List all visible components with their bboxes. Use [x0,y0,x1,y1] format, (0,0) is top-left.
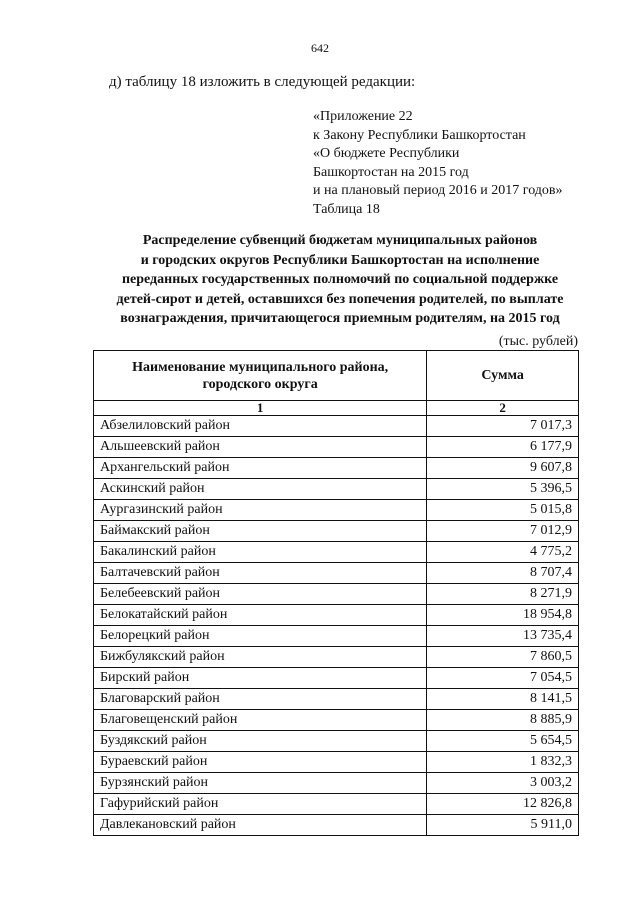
district-name: Белорецкий район [94,626,427,647]
page-number: 642 [311,41,329,55]
district-name: Гафурийский район [94,794,427,815]
district-name: Бижбулякский район [94,647,427,668]
table-row [94,563,579,584]
table-row [94,437,579,458]
district-sum: 7 012,9 [427,521,579,542]
table-row [94,479,579,500]
district-sum: 1 832,3 [427,752,579,773]
document-title [85,231,595,329]
appendix-line: и на плановый период 2016 и 2017 годов» [313,183,563,199]
table-row [94,794,579,815]
district-sum: 8 707,4 [427,563,579,584]
district-sum: 8 141,5 [427,689,579,710]
district-name: Бирский район [94,668,427,689]
table-row [94,689,579,710]
district-name: Аскинский район [94,479,427,500]
table-row [94,668,579,689]
units-note: (тыс. рублей) [498,334,578,349]
table-row [94,584,579,605]
district-name: Аургазинский район [94,500,427,521]
district-sum: 12 826,8 [427,794,579,815]
table-row [94,416,579,437]
table-row [94,542,579,563]
table-label: Таблица 18 [313,201,380,217]
district-name: Белокатайский район [94,605,427,626]
district-name: Абзелиловский район [94,416,427,437]
district-name: Альшеевский район [94,437,427,458]
title-line: Распределение субвенций бюджетам муниципальных районов [142,233,538,248]
district-sum: 3 003,2 [427,773,579,794]
header-sum: Сумма [427,351,579,401]
header-name-line: Наименование муниципального района, [132,359,389,375]
title-line: и городских округов Республики Башкортостан на исполнение [140,252,540,268]
table-row [94,815,579,836]
title-line: детей-сирот и детей, оставшихся без попечения родителей, по выплате [116,291,564,307]
column-number: 1 [94,401,427,416]
table-row [94,626,579,647]
district-sum: 6 177,9 [427,437,579,458]
appendix-line: Башкортостан на 2015 год [313,164,469,180]
district-sum: 7 054,5 [427,668,579,689]
district-sum: 18 954,8 [427,605,579,626]
district-name: Белебеевский район [94,584,427,605]
district-name: Буздякский район [94,731,427,752]
table-row [94,710,579,731]
table-body [94,416,579,836]
table-row [94,773,579,794]
district-name: Бакалинский район [94,542,427,563]
table-row [94,605,579,626]
district-sum: 7 860,5 [427,647,579,668]
table-header-row [94,351,579,401]
district-sum: 13 735,4 [427,626,579,647]
header-name [94,351,427,401]
district-sum: 7 017,3 [427,416,579,437]
district-sum: 5 911,0 [427,815,579,836]
district-name: Архангельский район [94,458,427,479]
table-row [94,752,579,773]
appendix-reference [313,108,563,220]
title-line: вознаграждения, причитающегося приемным родителям, на 2015 год [120,311,560,326]
appendix-line: «О бюджете Республики [313,146,460,162]
district-name: Балтачевский район [94,563,427,584]
district-name: Баймакский район [94,521,427,542]
district-sum: 4 775,2 [427,542,579,563]
district-sum: 8 271,9 [427,584,579,605]
district-sum: 8 885,9 [427,710,579,731]
district-sum: 5 396,5 [427,479,579,500]
district-name: Давлекановский район [94,815,427,836]
subventions-table [93,350,579,836]
district-sum: 9 607,8 [427,458,579,479]
district-name: Благоварский район [94,689,427,710]
intro-text: д) таблицу 18 изложить в следующей редакции: [109,74,416,90]
table-row [94,647,579,668]
district-name: Бураевский район [94,752,427,773]
header-name-line: городского округа [202,376,318,392]
column-number-row [94,401,579,416]
column-number: 2 [427,401,579,416]
district-name: Бурзянский район [94,773,427,794]
table-row [94,458,579,479]
appendix-line: «Приложение 22 [313,109,413,124]
district-sum: 5 654,5 [427,731,579,752]
district-sum: 5 015,8 [427,500,579,521]
title-line: переданных государственных полномочий по социальной поддержке [121,272,559,287]
district-name: Благовещенский район [94,710,427,731]
table-row [94,521,579,542]
table-row [94,500,579,521]
appendix-line: к Закону Республики Башкортостан [313,127,526,143]
table-row [94,731,579,752]
